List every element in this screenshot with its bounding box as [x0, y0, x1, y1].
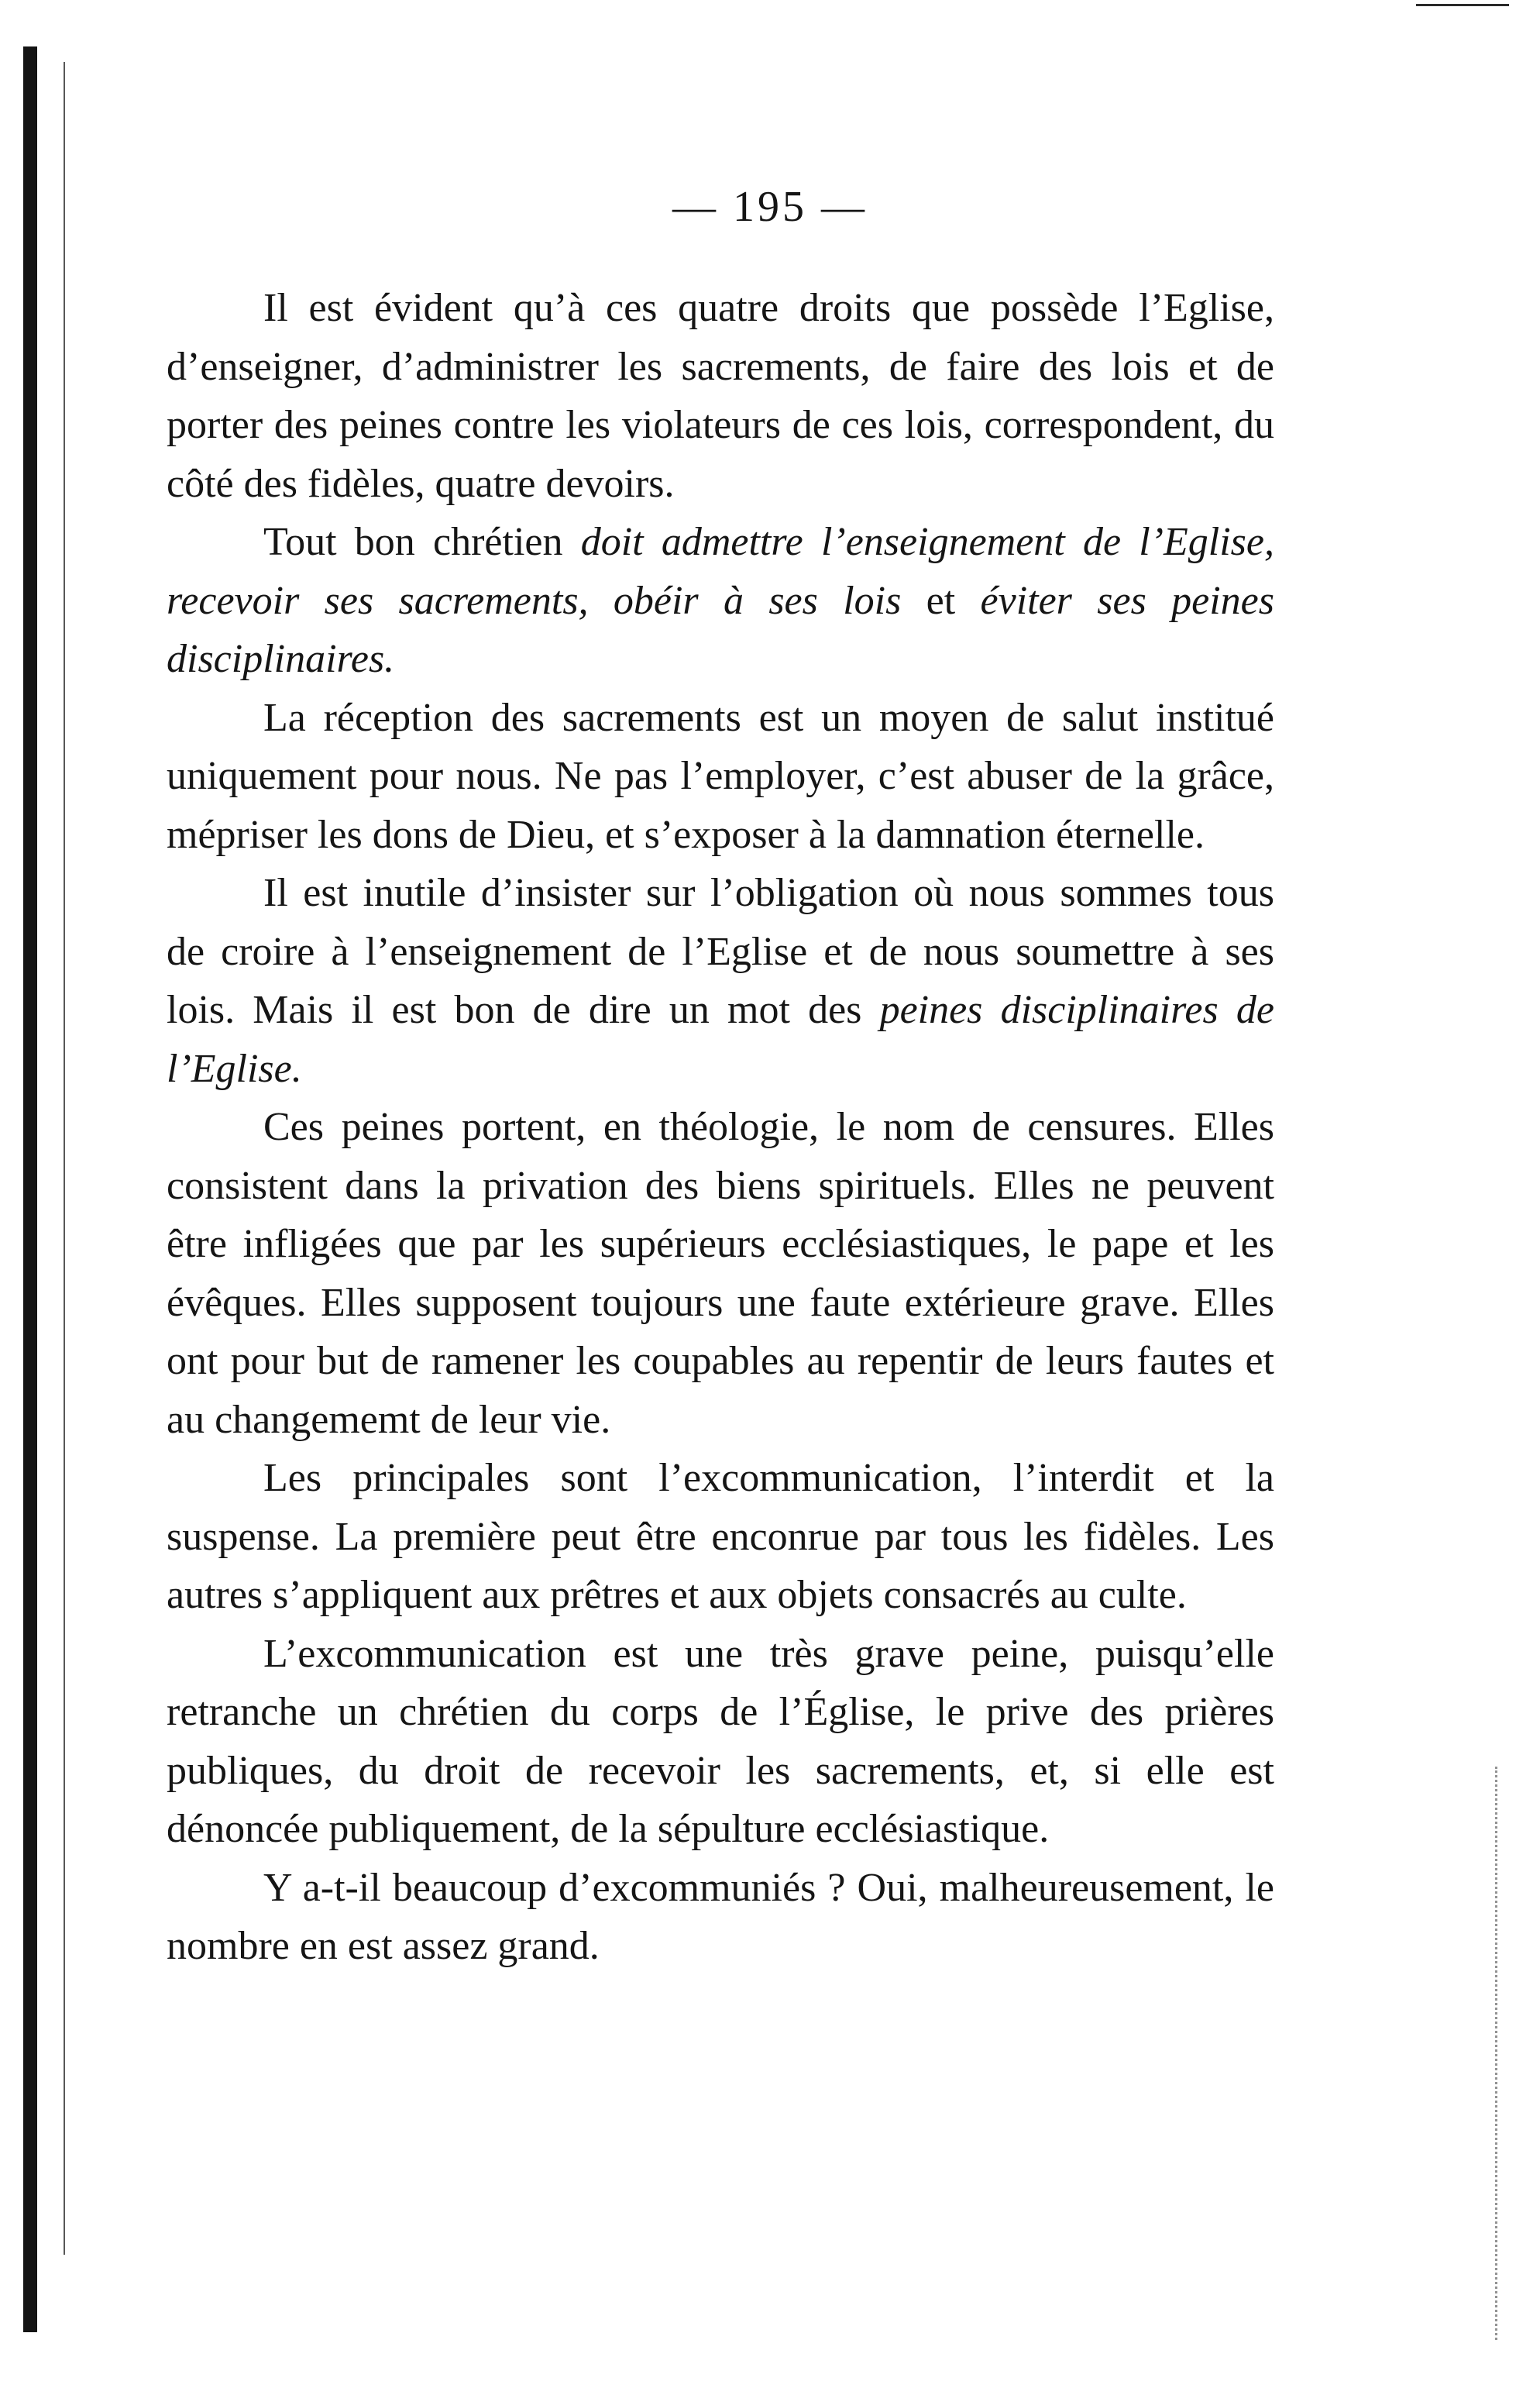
paragraph-2-text-a: Tout bon chrétien — [263, 520, 581, 564]
page-number: — 195 — — [672, 183, 868, 231]
paragraph-7: L’excommunication est une très grave peine, puisqu’elle retranche un chrétien du corps de l’Église, le prive des prières publiques, du droit de recevoir les sacrements, et, si elle est dénoncée publiquement, de la sépulture ecclésiastique. — [167, 1631, 1274, 1851]
paragraph-4-text: Il est inutile d’insister sur l’obligation où nous sommes tous de croire à l’enseignement de l’Eglise et de nous soumettre à ses lois. Mais il est bon de dire un mot des — [167, 871, 1274, 1032]
paragraph-2-italic-a: doit admettre l’enseignement de l’Eglise, recevoir ses sacrements, obéir à ses lois — [167, 520, 1274, 623]
paragraph-2 — [167, 513, 1274, 689]
paragraph-8: Y a-t-il beaucoup d’excommuniés ? Oui, malheureusement, le nombre en est assez grand. — [167, 1865, 1274, 1968]
paragraph-1: Il est évident qu’à ces quatre droits que possède l’Eglise, d’enseigner, d’administrer les sacrements, de faire des lois et de porter des peines contre les violateurs de ces lois, correspondent, du côté des fidèles, quatre devoirs. — [167, 286, 1274, 506]
paragraph-2-italic-b: éviter ses peines disciplinaires. — [167, 578, 1274, 681]
paragraph-4 — [167, 864, 1274, 1098]
right-edge-specks — [1495, 1767, 1500, 2340]
paragraph-2-text-b: et — [901, 578, 981, 623]
paragraph-3: La réception des sacrements est un moyen de salut institué uniquement pour nous. Ne pas l’employer, c’est abuser de la grâce, mépriser les dons de Dieu, et s’exposer à la damnation éternelle. — [167, 695, 1274, 857]
paragraph-5: Ces peines portent, en théologie, le nom de censures. Elles consistent dans la privation des biens spirituels. Elles ne peuvent être infligées que par les supérieurs ecclésiastiques, le pape et les évêques. Elles supposent toujours une faute extérieure grave. Elles ont pour but de ramener les coupables au repentir de leurs fautes et au changememt de leur vie. — [167, 1105, 1274, 1442]
paragraph-4-italic: peines disciplinaires de l’Eglise. — [167, 988, 1274, 1091]
page-body — [167, 279, 1274, 1976]
paragraph-6: Les principales sont l’excommunication, l’interdit et la suspense. La première peut être enconrue par tous les fidèles. Les autres s’appliquent aux prêtres et aux objets consacrés au culte. — [167, 1456, 1274, 1617]
top-edge-mark — [1416, 4, 1509, 6]
gutter-line — [64, 62, 65, 2255]
book-spine-shadow — [23, 46, 37, 2332]
